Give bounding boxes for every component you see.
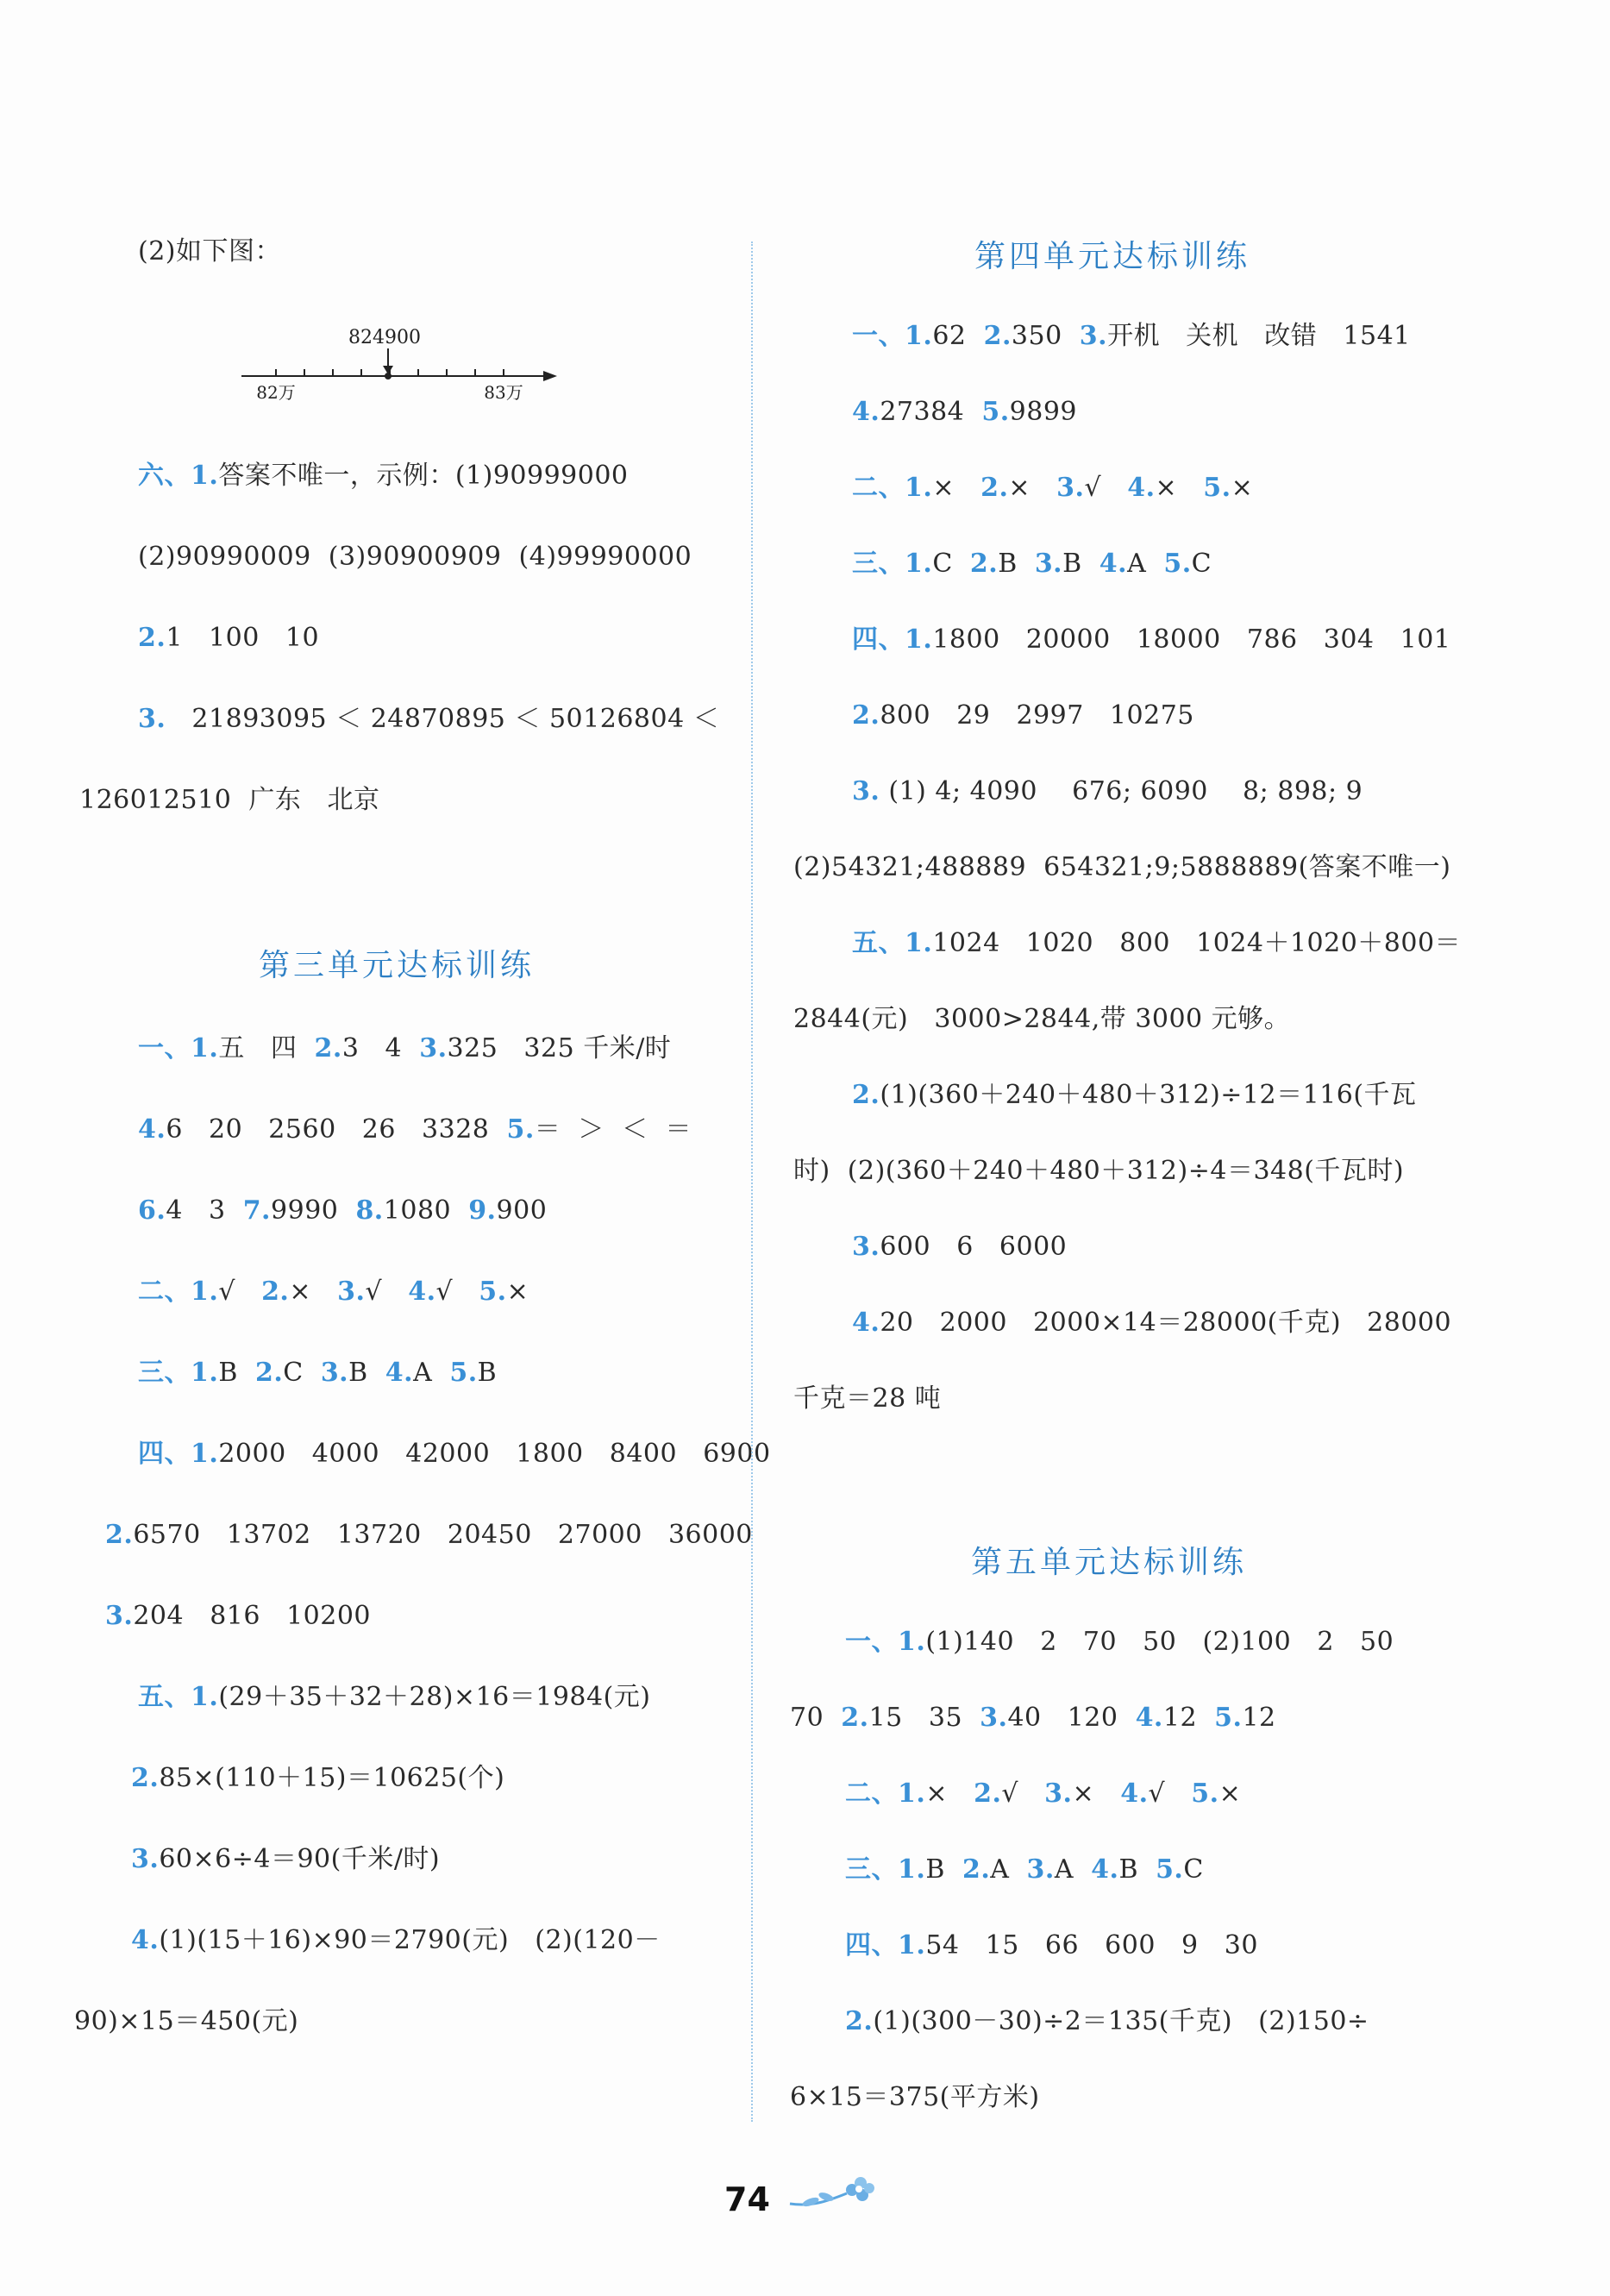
text-line: 二、1.× 2.√ 3.× 4.√ 5.× (845, 1778, 1242, 1809)
text-line: 三、1.B 2.C 3.B 4.A 5.B (138, 1358, 498, 1388)
text-line: 3. (1) 4; 4090 676; 6090 8; 898; 9 (852, 776, 1363, 806)
text-line: 千克＝28 吨 (793, 1383, 942, 1414)
flower-icon (786, 2169, 881, 2221)
number-line-axis-arrow (543, 371, 557, 381)
text-line: 3.60×6÷4＝90(千米/时) (131, 1844, 441, 1874)
text-line: 3.204 816 10200 (105, 1601, 372, 1631)
text-line: 4.6 20 2560 26 3328 5.＝ ＞ ＜ ＝ (138, 1114, 692, 1145)
text-line: 一、1.五 四 2.3 4 3.325 325 千米/时 (138, 1033, 672, 1063)
number-line-point (385, 373, 392, 380)
text-line: 三、1.C 2.B 3.B 4.A 5.C (852, 549, 1212, 579)
text-line: 四、1.54 15 66 600 9 30 (845, 1930, 1258, 1960)
text-line: 2.85×(110＋15)＝10625(个) (131, 1763, 505, 1793)
text-line: 2.800 29 2997 10275 (852, 700, 1194, 731)
section-heading-unit-3: 第三单元达标训练 (259, 948, 536, 983)
text-line: 2844(元) 3000>2844,带 3000 元够。 (793, 1004, 1291, 1034)
text-line: 70 2.15 35 3.40 120 4.12 5.12 (790, 1703, 1276, 1733)
number-line-top-label: 824900 (348, 327, 421, 348)
number-line-figure (233, 319, 561, 414)
text-line: 6.4 3 7.9990 8.1080 9.900 (138, 1195, 548, 1226)
text-line: (2)如下图： (138, 236, 281, 267)
page-number: 74 (724, 2180, 770, 2218)
text-line: 2.1 100 10 (138, 623, 320, 653)
text-line: 126012510 广东 北京 (79, 785, 380, 815)
text-line: 五、1.1024 1020 800 1024＋1020＋800＝ (852, 928, 1462, 958)
text-line: 时) (2)(360＋240＋480＋312)÷4＝348(千瓦时) (793, 1156, 1405, 1186)
text-line: 3. 21893095 ＜ 24870895 ＜ 50126804 ＜ (138, 704, 720, 734)
text-line: 四、1.1800 20000 18000 786 304 101 (852, 624, 1451, 655)
number-line-right-label: 83万 (484, 382, 523, 403)
text-line: 90)×15＝450(元) (74, 2006, 299, 2036)
section-heading-unit-5: 第五单元达标训练 (971, 1545, 1248, 1580)
text-line: 三、1.B 2.A 3.A 4.B 5.C (845, 1854, 1204, 1885)
number-line-left-label: 82万 (256, 382, 296, 403)
text-line: 6×15＝375(平方米) (790, 2082, 1040, 2112)
section-heading-unit-4: 第四单元达标训练 (974, 239, 1251, 274)
text-line: 3.600 6 6000 (852, 1232, 1068, 1262)
text-line: 4.(1)(15＋16)×90＝2790(元) (2)(120－ (131, 1925, 661, 1955)
text-line: 2.6570 13702 13720 20450 27000 36000 (105, 1520, 753, 1550)
text-line: 4.20 2000 2000×14＝28000(千克) 28000 (852, 1308, 1452, 1338)
text-line: 二、1.× 2.× 3.√ 4.× 5.× (852, 473, 1254, 503)
text-line: 四、1.2000 4000 42000 1800 8400 6900 (138, 1439, 771, 1469)
text-line: 2.(1)(360＋240＋480＋312)÷12＝116(千瓦 (852, 1080, 1417, 1110)
text-line: 2.(1)(300－30)÷2＝135(千克) (2)150÷ (845, 2006, 1369, 2036)
text-line: 一、1.(1)140 2 70 50 (2)100 2 50 (845, 1627, 1394, 1657)
text-line: 六、1.答案不唯一，示例：(1)90999000 (138, 461, 629, 491)
text-line: 五、1.(29＋35＋32＋28)×16＝1984(元) (138, 1682, 651, 1712)
text-line: (2)90990009 (3)90900909 (4)99990000 (138, 542, 692, 572)
text-line: (2)54321;488889 654321;9;5888889(答案不唯一) (793, 852, 1451, 882)
text-line: 4.27384 5.9899 (852, 397, 1078, 427)
text-line: 二、1.√ 2.× 3.√ 4.√ 5.× (138, 1277, 529, 1307)
text-line: 一、1.62 2.350 3.开机 关机 改错 1541 (852, 321, 1411, 351)
column-divider (751, 242, 753, 2122)
